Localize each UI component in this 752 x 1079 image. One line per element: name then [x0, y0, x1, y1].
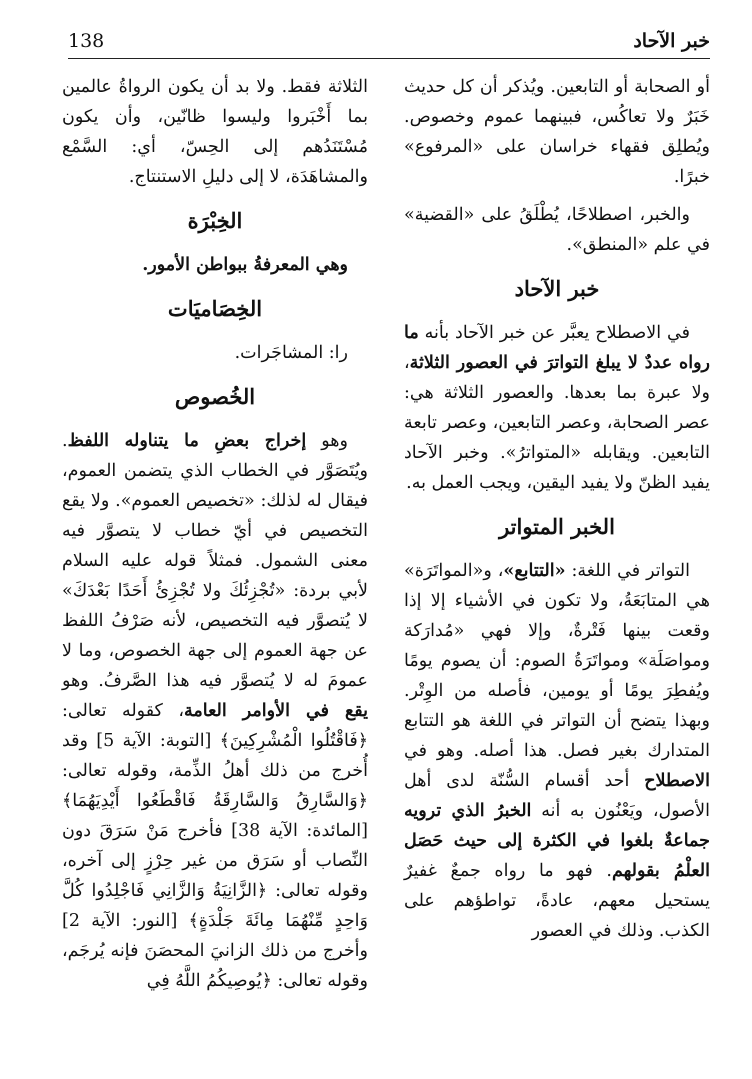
bold-text: الاصطلاح [644, 771, 710, 791]
right-column [404, 72, 710, 954]
heading-khabar-mutawatir: الخبر المتواتر [499, 514, 615, 539]
text: وهو [321, 431, 348, 451]
left-column [62, 72, 368, 1004]
bold-text: إخراج بعضِ ما يتناوله اللفظ [67, 431, 307, 451]
text: ، ولا عبرة بما بعدها. والعصور الثلاثة هي: عصر الصحابة، وعصر التابعين، وعصر تابعة التابعين. ويقابله «المتواترُ». وخبر الآحاد يفيد الظنّ ولا يفيد اليقين، ويجب العمل به. [404, 353, 710, 493]
bold-text: الخبرُ الذي ترويه جماعةٌ بلغوا في الكثرة إلى حيث حَصَل العلْمُ بقولهم [404, 801, 710, 881]
bold-text: «التتابع» [503, 561, 566, 581]
text: أحد أقسام السُّنّة لدى أهل الأصول، ويَعْنُون به أنه [404, 771, 710, 821]
text: . ويُتَصَوَّر في الخطاب الذي يتضمن العموم، فيقال له لذلك: «تخصيص العموم». ولا يقع التخصيص في أيّ خطاب لا يتصوَّر فيه معنى الشمول. فمثلاً قوله عليه السلام لأبي بردة: «تُجْزِئُكَ ولا تُجْزِئُ أَحَدًا بَعْدَكَ» لا يُتصوَّر فيه التخصيص، لأنه صَرْفُ اللفظ عن جهة العموم إلى جهة الخصوص، وما لا عمومَ له لا يُتصوَّر فيه هذا الصَّرفُ. وهو [62, 431, 368, 691]
paragraph-mutawatir-continuation: الثلاثة فقط. ولا بد أن يكون الرواةُ عالمين بما أَخْبَروا وليسوا ظانّين، وأن يكون مُسْتَنَدُهم إلى الحِسّ، أي: السَّمْع والمشاهَدَة، لا إلى دليلِ الاستنتاج. [62, 77, 368, 187]
paragraph-khabar-ahad [404, 318, 710, 498]
running-title: خبر الآحاد [633, 30, 710, 52]
bold-text: وهي المعرفةُ ببواطن الأمور. [142, 255, 348, 275]
paragraph-khusus [62, 426, 368, 996]
bold-text: يقع في الأوامر العامة [184, 701, 368, 721]
heading-khibra: الخِبْرَة [187, 208, 243, 233]
text: في الاصطلاح يعبَّر عن خبر الآحاد بأنه [424, 323, 690, 343]
heading-khabar-ahad: خبر الآحاد [514, 276, 600, 301]
page-number: 138 [68, 30, 105, 52]
paragraph-mutawatir [404, 556, 710, 946]
paragraph-khisamiyat: را: المشاجَرات. [234, 343, 348, 363]
text: ، و«المواتَرَة» هي المتابَعَةُ، ولا تكون في الأشياء إلا إذا وقعت بينها فَتْرةٌ، وإلا فهي «مُدارَكة ومواصَلَة» ومواتَرَةُ الصوم: أن يصوم يومًا ويُفطِرَ يومًا أو يومين، فأصله من الوِتْر. وبهذا يتضح أن التواتر في اللغة هو التتابع المتدارك بغير فصل. هذا أصله. وهو في [404, 561, 710, 761]
text: ، كقوله تعالى: ﴿فَاقْتُلُوا الْمُشْرِكِينَ﴾ [التوبة: الآية 5] وقد أُخرج من ذلك أهلُ الذِّمة، وقوله تعالى: ﴿وَالسَّارِقُ وَالسَّارِقَةُ فَاقْطَعُوا أَيْدِيَهُمَا﴾ [المائدة: الآية 38] فأخرج مَنْ سَرَقَ دون النِّصاب أو سَرَق من غير حِرْزٍ إلى آخره، وقوله تعالى: ﴿الزَّانِيَةُ وَالزَّانِي فَاجْلِدُوا كُلَّ وَاحِدٍ مِّنْهُمَا مِائَةَ جَلْدَةٍ﴾ [النور: الآية 2] وأخرج من ذلك الزانيَ المحصَنَ فإنه يُرجَم، وقوله تعالى: ﴿يُوصِيكُمُ اللَّهُ فِي [62, 701, 368, 991]
page-header [68, 28, 710, 59]
paragraph-khibra [62, 250, 368, 280]
bold-text: ما رواه عددٌ لا يبلغ التواترَ في العصور الثلاثة [404, 323, 710, 373]
text: التواتر في اللغة: [571, 561, 690, 581]
paragraph-khabar-continuation: أو الصحابة أو التابعين. ويُذكر أن كل حديث خَبَرٌ ولا تعاكُس، فبينهما عموم وخصوص. ويُطلِق فقهاء خراسان على «المرفوع» خبرًا. [404, 77, 710, 187]
heading-khisamiyat: الخِصَاميَات [167, 296, 263, 321]
text: . فهو ما رواه جمعٌ غفيرٌ يستحيل معهم، عادةً، تواطؤهم على الكذب. وذلك في العصور [404, 861, 710, 941]
heading-khusus: الخُصوص [174, 384, 256, 409]
paragraph-khabar-logic: والخبر، اصطلاحًا، يُطْلَقُ على «القضية» في علم «المنطق». [404, 205, 710, 255]
